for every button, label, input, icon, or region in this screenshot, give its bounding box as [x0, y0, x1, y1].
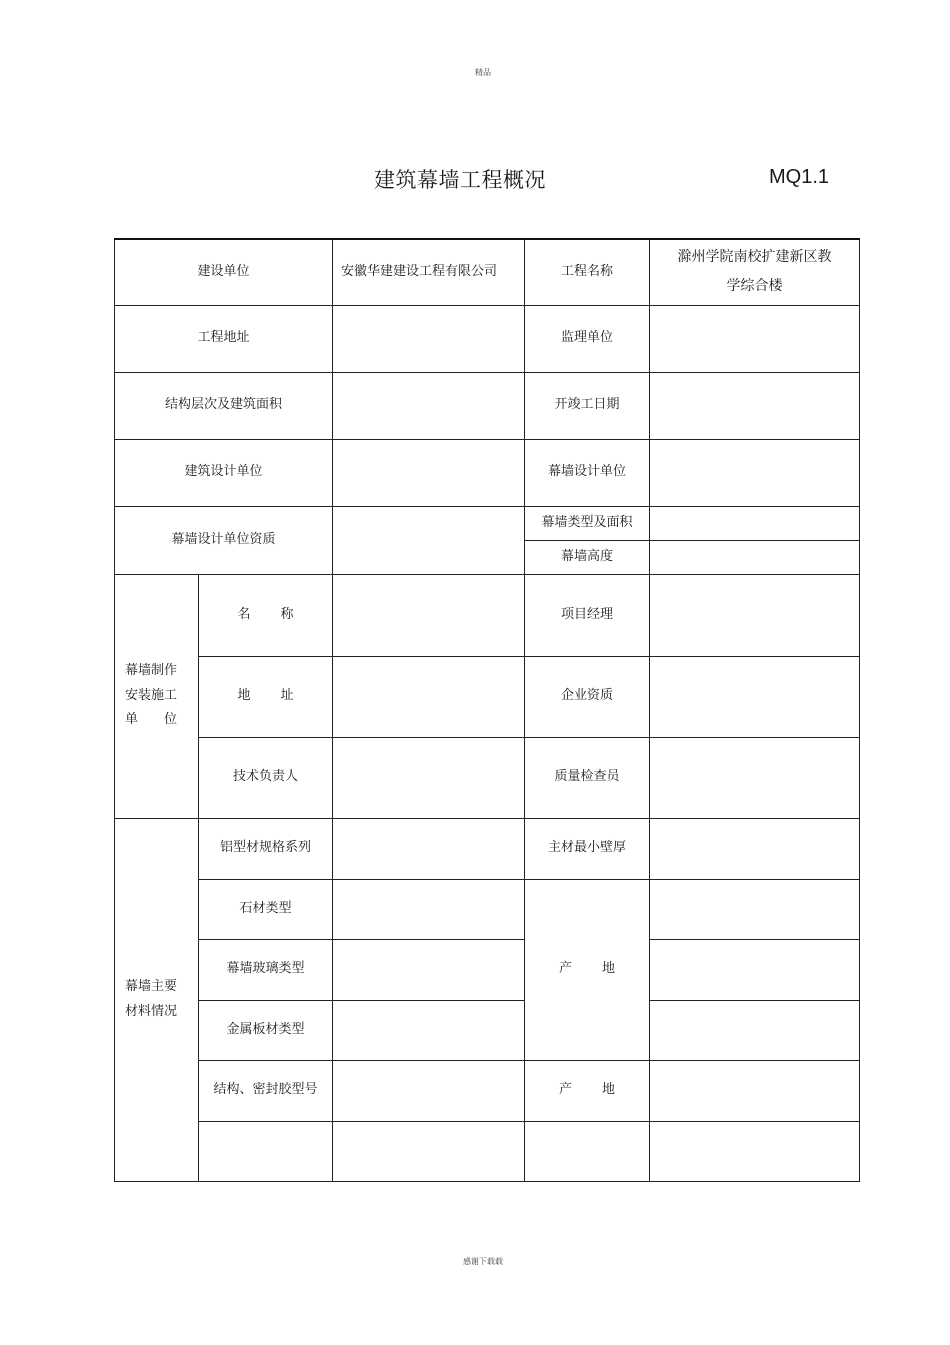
project-name-line2: 学综合楼 [726, 278, 783, 295]
origin2-char-b: 地 [602, 1082, 616, 1098]
curtain-height-label: 幕墙高度 [525, 540, 650, 574]
metal-panel-value [333, 1000, 525, 1060]
project-address-value [333, 305, 525, 372]
fabrication-group-line1: 幕墙制作 [125, 662, 178, 678]
origin-char-b: 地 [602, 961, 616, 977]
sealant-origin-value [650, 1060, 860, 1121]
table-row [115, 239, 860, 305]
sealant-origin-label [525, 1060, 650, 1121]
construction-unit-value: 安徽华建建设工程有限公司 [333, 239, 525, 305]
table-row [115, 506, 860, 540]
quality-inspector-label: 质量检查员 [525, 737, 650, 818]
fabrication-group-line2: 安装施工 [125, 687, 178, 703]
project-name-line1: 滁州学院南校扩建新区教 [677, 249, 832, 266]
min-wall-thickness-label: 主材最小壁厚 [525, 818, 650, 879]
stone-type-value [333, 879, 525, 939]
name-char-b: 称 [280, 606, 294, 622]
metal-panel-label: 金属板材类型 [199, 1000, 333, 1060]
project-address-label: 工程地址 [115, 305, 333, 372]
quality-inspector-value [650, 737, 860, 818]
table-row [115, 879, 860, 939]
arch-design-unit-label: 建筑设计单位 [115, 439, 333, 506]
table-row [115, 737, 860, 818]
supervision-unit-value [650, 305, 860, 372]
materials-group-label [115, 818, 199, 1181]
structure-area-label: 结构层次及建筑面积 [115, 372, 333, 439]
curtain-wall-overview-table [114, 238, 860, 1182]
table-row [115, 1121, 860, 1181]
fabrication-group-line3 [125, 708, 194, 733]
address-char-a: 地 [237, 688, 251, 704]
table-row [115, 1000, 860, 1060]
table-row [115, 574, 860, 656]
fabrication-address-value [333, 656, 525, 737]
glass-type-value [333, 939, 525, 1000]
curtain-design-qual-value [333, 506, 525, 574]
construction-unit-label: 建设单位 [115, 239, 333, 305]
glass-type-label: 幕墙玻璃类型 [199, 939, 333, 1000]
page-title: 建筑幕墙工程概况 [374, 168, 546, 192]
address-char-b: 址 [280, 688, 294, 704]
materials-group-line1: 幕墙主要 [125, 978, 178, 994]
origin-label [525, 879, 650, 1060]
fabrication-name-value [333, 574, 525, 656]
structure-area-value [333, 372, 525, 439]
start-end-date-value [650, 372, 860, 439]
arch-design-unit-value [333, 439, 525, 506]
footer-note: 感谢下载载 [463, 1257, 503, 1266]
sealant-label: 结构、密封胶型号 [199, 1060, 333, 1121]
tech-lead-label: 技术负责人 [199, 737, 333, 818]
enterprise-qual-label: 企业资质 [525, 656, 650, 737]
sealant-value [333, 1060, 525, 1121]
table-row [115, 818, 860, 879]
header-note: 精品 [475, 68, 491, 77]
project-manager-value [650, 574, 860, 656]
curtain-type-area-value [650, 506, 860, 540]
fabrication-name-label [199, 574, 333, 656]
curtain-height-value [650, 540, 860, 574]
blank-cell [525, 1121, 650, 1181]
glass-origin-value [650, 939, 860, 1000]
metal-origin-value [650, 1000, 860, 1060]
table-row [115, 305, 860, 372]
enterprise-qual-value [650, 656, 860, 737]
table-row [115, 939, 860, 1000]
aluminum-profile-value [333, 818, 525, 879]
curtain-design-unit-value [650, 439, 860, 506]
table-row [115, 372, 860, 439]
blank-cell [199, 1121, 333, 1181]
table-row [115, 1060, 860, 1121]
project-name-label: 工程名称 [525, 239, 650, 305]
blank-cell [650, 1121, 860, 1181]
fabrication-group-label [115, 574, 199, 818]
min-wall-thickness-value [650, 818, 860, 879]
supervision-unit-label: 监理单位 [525, 305, 650, 372]
origin2-char-a: 产 [559, 1082, 573, 1098]
tech-lead-value [333, 737, 525, 818]
curtain-design-unit-label: 幕墙设计单位 [525, 439, 650, 506]
fabrication-group-line3-b: 位 [164, 712, 178, 728]
materials-group-line2: 材料情况 [125, 1003, 178, 1019]
name-char-a: 名 [237, 606, 251, 622]
table-row [115, 439, 860, 506]
fabrication-address-label [199, 656, 333, 737]
origin-char-a: 产 [559, 961, 573, 977]
curtain-type-area-label: 幕墙类型及面积 [525, 506, 650, 540]
curtain-design-qual-label: 幕墙设计单位资质 [115, 506, 333, 574]
project-name-value [650, 239, 860, 305]
blank-cell [333, 1121, 525, 1181]
fabrication-group-line3-a: 单 [125, 712, 139, 728]
stone-origin-value [650, 879, 860, 939]
form-code: MQ1.1 [769, 166, 830, 188]
aluminum-profile-label: 铝型材规格系列 [199, 818, 333, 879]
project-manager-label: 项目经理 [525, 574, 650, 656]
stone-type-label: 石材类型 [199, 879, 333, 939]
table-row [115, 656, 860, 737]
start-end-date-label: 开竣工日期 [525, 372, 650, 439]
